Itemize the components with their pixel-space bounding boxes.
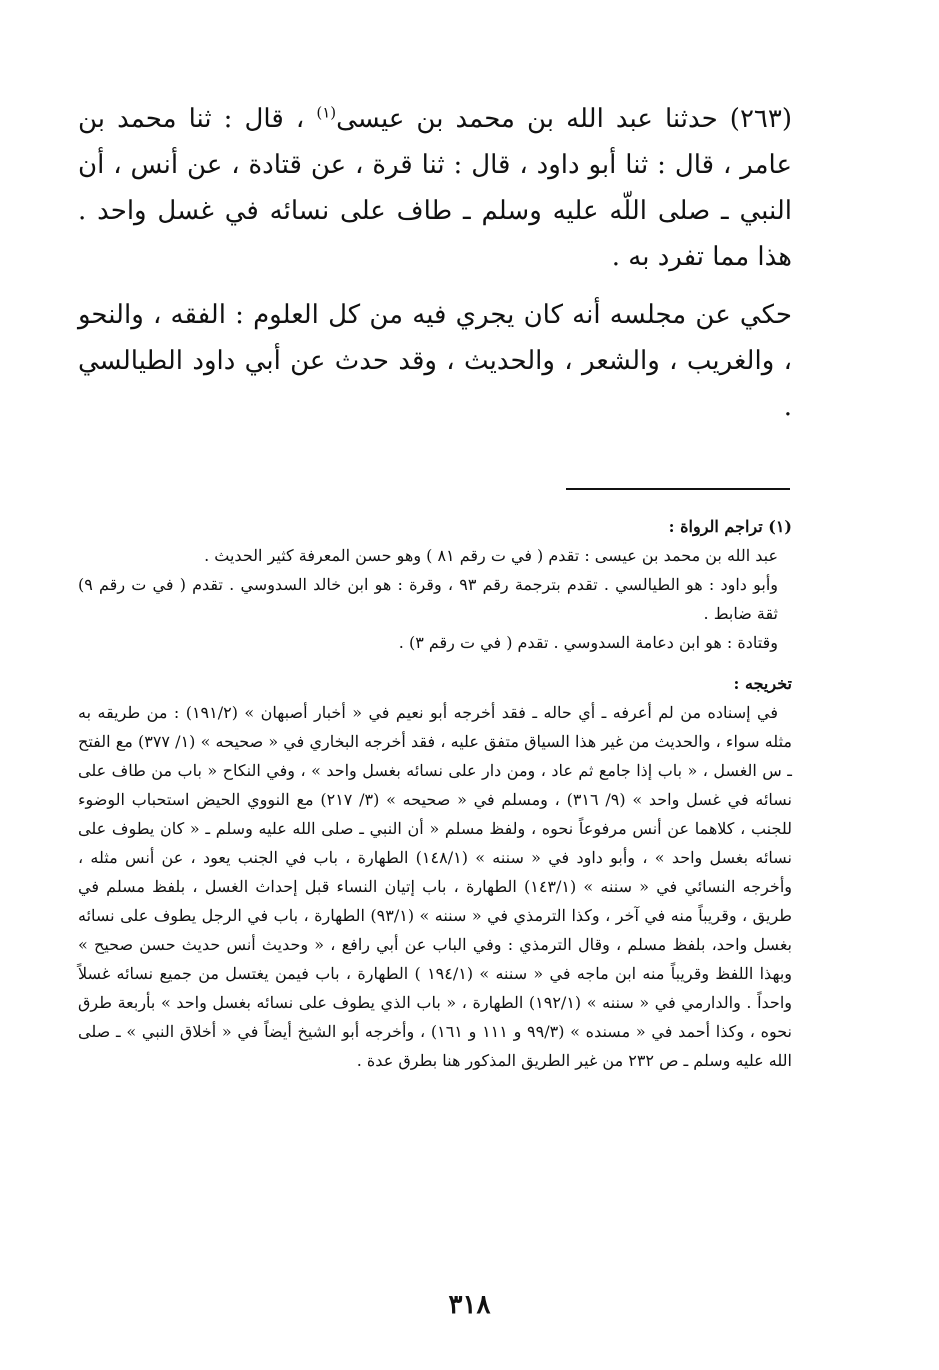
main-text	[78, 96, 792, 442]
narrator-note-paragraph: حكي عن مجلسه أنه كان يجري فيه من كل العلوم : الفقه ، والنحو ، والغريب ، والشعر ، والحديث ، وقد حدث عن أبي داود الطيالسي .	[78, 300, 792, 422]
footnote-separator	[566, 488, 790, 490]
page-number: ٣١٨	[448, 1290, 491, 1320]
narrators-heading: (١) تراجم الرواة :	[668, 517, 792, 536]
narrator-entry: عبد الله بن محمد بن عيسى : تقدم ( في ت رقم ٨١ ) وهو حسن المعرفة كثير الحديث .	[204, 546, 778, 565]
footnotes	[78, 512, 792, 1075]
narrator-entry: وقتادة : هو ابن دعامة السدوسي . تقدم ( في ت رقم ٣) .	[398, 633, 778, 652]
hadith-text-rest: ، قال : ثنا محمد بن عامر ، قال : ثنا أبو داود ، قال : ثنا قرة ، عن قتادة ، عن أنس ، أن النبي ـ صلى اللّه عليه وسلم ـ طاف على نسائه في غسل واحد . هذا مما تفرد به .	[78, 104, 792, 272]
hadith-paragraph	[78, 96, 792, 280]
takhrij-text: في إسناده من لم أعرفه ـ أي حاله ـ فقد أخرجه أبو نعيم في « أخبار أصبهان » (١٩١/٢) : من طريقه به مثله سواء ، والحديث من غير هذا السياق متفق عليه ، فقد أخرجه البخاري في « صحيحه » (١/ ٣٧٧) مع الفتح ـ س الغسل ، « باب إذا جامع ثم عاد ، ومن دار على نسائه بغسل واحد » ، وفي النكاح « باب من طاف على نسائه في غسل واحد » (٩/ ٣١٦) ، ومسلم في « صحيحه » (٣/ ٢١٧) مع النووي الحيض استحباب الوضوء للجنب ، كلاهما عن أنس مرفوعاً نحوه ، ولفظ مسلم « أن النبي ـ صلى الله عليه وسلم ـ « كان يطوف على نسائه بغسل واحد » ، وأبو داود في « سننه » (١٤٨/١) الطهارة ، باب في الجنب يعود ، عن أنس مثله ، وأخرجه النسائي في « سننه » (١٤٣/١) الطهارة ، باب إتيان النساء قبل إحداث الغسل ، بلفظ مسلم في طريق ، وقريباً منه في آخر ، وكذا الترمذي في « سننه » (٩٣/١) الطهارة ، باب في الرجل يطوف على نسائه بغسل واحد، بلفظ مسلم ، وقال الترمذي : وفي الباب عن أبي رافع ، « وحديث أنس حديث حسن صحيح » وبهذا اللفظ وقريباً منه ابن ماجه في « سننه » (١٩٤/١ ) الطهارة ، باب فيمن يغتسل من جميع نسائه غسلاً واحداً . والدارمي في « سننه » (١٩٢/١) الطهارة ، « باب الذي يطوف على نسائه بغسل واحد » بأربعة طرق نحوه ، وكذا أحمد في « مسنده » (٩٩/٣ و ١١١ و ١٦١) ، وأخرجه أبو الشيخ أيضاً في « أخلاق النبي » ـ صلى الله عليه وسلم ـ ص ٢٣٢ من غير الطريق المذكور هنا بطرق عدة .	[78, 703, 793, 1070]
narrator-entry: وأبو داود : هو الطيالسي . تقدم بترجمة رقم ٩٣ ، وقرة : هو ابن خالد السدوسي . تقدم ( في ت رقم ٩) ثقة ضابط .	[78, 575, 778, 623]
takhrij-heading: تخريجه :	[733, 674, 792, 693]
hadith-text-start: (٢٦٣) حدثنا عبد الله بن محمد بن عيسى	[336, 104, 792, 134]
footnote-marker: (١)	[316, 103, 337, 122]
